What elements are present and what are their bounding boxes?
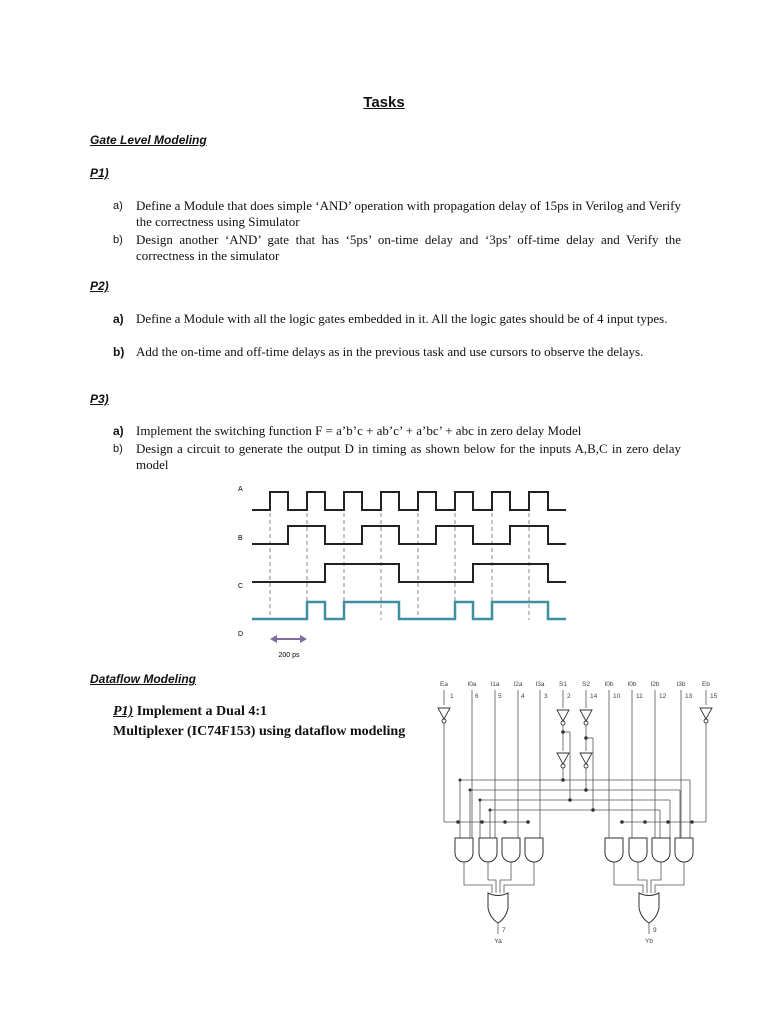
signal-b-wave — [252, 526, 566, 544]
p3-a-label: a) — [113, 424, 124, 438]
p2-b-text: Add the on-time and off-time delays as in the previous task and use cursors to observe the delays. — [136, 344, 644, 359]
pin-name-11: I3b — [676, 681, 686, 688]
pin-name-12: Eb — [702, 681, 710, 688]
pin-num-9: 11 — [636, 693, 643, 700]
section-heading-dataflow: Dataflow Modeling — [90, 672, 196, 686]
signal-label-b: B — [238, 535, 243, 542]
signal-label-d: D — [238, 631, 244, 638]
pin-num-10: 12 — [659, 693, 667, 700]
p2-heading: P2) — [90, 279, 109, 293]
p1-b-label: b) — [113, 234, 123, 246]
pin-num-3: 5 — [498, 693, 502, 700]
p3-b-label: b) — [113, 443, 123, 455]
signal-c-wave — [252, 564, 566, 582]
pin-num-1: 1 — [450, 693, 454, 700]
scale-label: 200 ps — [278, 652, 300, 659]
dataflow-task-line1 — [113, 702, 267, 722]
signal-label-a: A — [238, 486, 243, 493]
section-heading-gate-level: Gate Level Modeling — [90, 133, 207, 147]
p3-heading: P3) — [90, 392, 109, 406]
pin-name-7: S2 — [582, 681, 590, 688]
p1-a-text: Define a Module that does simple ‘AND’ operation with propagation delay of 15ps in Verilog and Verify the correctness using Simulator — [136, 198, 681, 229]
signal-label-c: C — [238, 583, 244, 590]
mux-wiring — [444, 690, 706, 934]
p2-a-label: a) — [113, 312, 124, 326]
p2-b-label: b) — [113, 345, 125, 359]
pin-num-11: 13 — [685, 693, 693, 700]
mux-schematic — [430, 676, 730, 948]
or-gates — [488, 893, 659, 923]
pin-name-4: I2a — [513, 681, 523, 688]
signal-d-wave — [252, 602, 566, 619]
pin-num-2: 6 — [475, 693, 479, 700]
pin-name-10: I2b — [650, 681, 660, 688]
page-title: Tasks — [363, 94, 405, 111]
pin-name-6: S1 — [559, 681, 567, 688]
out-a-num: 7 — [502, 927, 506, 934]
dataflow-task-label: P1) — [113, 704, 134, 719]
p1-heading: P1) — [90, 166, 109, 180]
pin-num-6: 2 — [567, 693, 571, 700]
p3-a-text: Implement the switching function F = a’b’c + ab’c’ + a’bc’ + abc in zero delay Model — [136, 423, 582, 438]
signal-a-wave — [252, 492, 566, 510]
p1-b-text: Design another ‘AND’ gate that has ‘5ps’ on-time delay and ‘3ps’ off-time delay and Verify the correctness in the simulator — [136, 232, 681, 263]
pin-name-9: I0b — [627, 681, 637, 688]
pin-num-7: 14 — [590, 693, 598, 700]
out-b-num: 9 — [653, 927, 657, 934]
pin-labels — [440, 681, 718, 700]
pin-name-8: I0b — [604, 681, 614, 688]
pin-num-12: 15 — [710, 693, 718, 700]
pin-num-4: 4 — [521, 693, 525, 700]
pin-name-2: I0a — [467, 681, 477, 688]
scale-arrow — [270, 635, 307, 643]
pin-name-5: I3a — [535, 681, 545, 688]
dataflow-task-text1: Implement a Dual 4:1 — [133, 704, 267, 719]
p2-a-text: Define a Module with all the logic gates embedded in it. All the logic gates should be of 4 input types. — [136, 311, 668, 326]
p1-a-label: a) — [113, 200, 123, 212]
pin-name-3: I1a — [490, 681, 500, 688]
and-gates — [455, 838, 693, 862]
p3-b-text: Design a circuit to generate the output D in timing as shown below for the inputs A,B,C in zero delay model — [136, 441, 681, 472]
pin-num-8: 10 — [613, 693, 621, 700]
dataflow-task-text2: Multiplexer (IC74F153) using dataflow modeling — [113, 724, 406, 739]
pin-name-1: Ea — [440, 681, 448, 688]
timing-diagram — [230, 478, 580, 663]
pin-num-5: 3 — [544, 693, 548, 700]
out-b-label: Yb — [645, 938, 653, 945]
inverter-gates — [438, 708, 712, 768]
out-a-label: Ya — [494, 938, 502, 945]
